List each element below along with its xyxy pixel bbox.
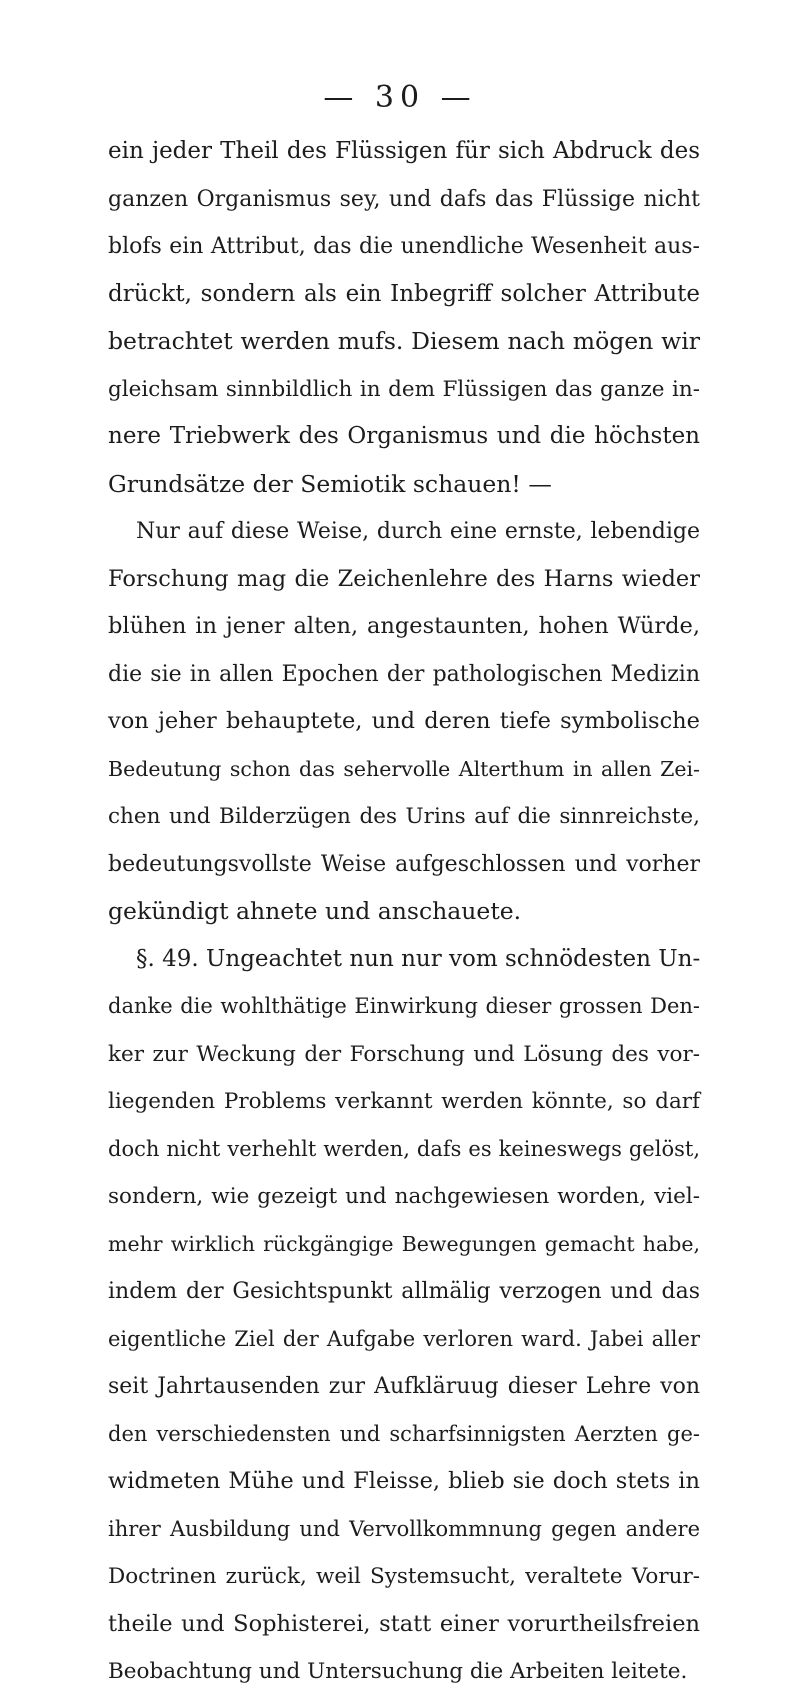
text-line: den verschiedensten und scharfsinnigsten Aerzten ge- xyxy=(108,1421,700,1446)
text-line: indem der Gesichtspunkt allmälig verzogen und das xyxy=(108,1279,700,1304)
text-line: ein jeder Theil des Flüssigen für sich Abdruck des xyxy=(108,138,700,164)
text-line: Doctrinen zurück, weil Systemsucht, veraltete Vorur- xyxy=(108,1564,700,1589)
text-line: eigentliche Ziel der Aufgabe verloren ward. Jabei aller xyxy=(108,1326,700,1351)
text-line: nere Triebwerk des Organismus und die höchsten xyxy=(108,423,700,449)
text-line: Beobachtung und Untersuchung die Arbeiten leitete. xyxy=(108,1659,688,1684)
text-line: die sie in allen Epochen der pathologischen Medizin xyxy=(108,661,700,687)
text-line: gekündigt ahnete und anschauete. xyxy=(108,897,522,925)
text-line: sondern, wie gezeigt und nachgewiesen worden, viel- xyxy=(108,1184,700,1209)
text-line: theile und Sophisterei, statt einer vorurtheilsfreien xyxy=(108,1610,700,1637)
text-line: widmeten Mühe und Fleisse, blieb sie doch stets in xyxy=(108,1468,700,1494)
text-line: drückt, sondern als ein Inbegriff solcher Attribute xyxy=(108,280,700,307)
text-line: danke die wohlthätige Einwirkung dieser grossen Den- xyxy=(108,994,700,1018)
text-line: bedeutungsvollste Weise aufgeschlossen und vorher xyxy=(108,851,700,877)
text-line: gleichsam sinnbildlich in dem Flüssigen das ganze in- xyxy=(108,376,700,402)
text-line: blofs ein Attribut, das die unendliche Wesenheit aus- xyxy=(108,234,700,259)
text-line: ihrer Ausbildung und Vervollkommnung gegen andere xyxy=(108,1516,700,1541)
text-line: Grundsätze der Semiotik schauen! — xyxy=(108,469,552,498)
text-line: §. 49. Ungeachtet nun nur vom schnödesten Un- xyxy=(136,945,701,972)
text-line: von jeher behauptete, und deren tiefe symbolische xyxy=(108,708,700,734)
text-line: blühen in jener alten, angestaunten, hohen Würde, xyxy=(108,613,700,639)
text-line: doch nicht verhehlt werden, dafs es keineswegs gelöst, xyxy=(108,1136,700,1161)
text-line: ker zur Weckung der Forschung und Lösung des vor- xyxy=(108,1041,700,1067)
text-line: seit Jahrtausenden zur Aufkläruug dieser Lehre von xyxy=(108,1374,700,1399)
text-line: Bedeutung schon das sehervolle Alterthum in allen Zei- xyxy=(108,756,700,781)
body-text xyxy=(108,128,700,1696)
text-line: betrachtet werden mufs. Diesem nach mögen wir xyxy=(108,327,700,355)
text-line: ganzen Organismus sey, und dafs das Flüssige nicht xyxy=(108,186,700,212)
text-line: Nur auf diese Weise, durch eine ernste, lebendige xyxy=(136,519,700,544)
text-line: mehr wirklich rückgängige Bewegungen gemacht habe, xyxy=(108,1231,700,1256)
text-line: Forschung mag die Zeichenlehre des Harns wieder xyxy=(108,565,700,592)
text-line: chen und Bilderzügen des Urins auf die sinnreichste, xyxy=(108,804,700,829)
text-line: liegenden Problems verkannt werden könnte, so darf xyxy=(108,1089,700,1114)
page-number: — 30 — xyxy=(323,80,477,115)
